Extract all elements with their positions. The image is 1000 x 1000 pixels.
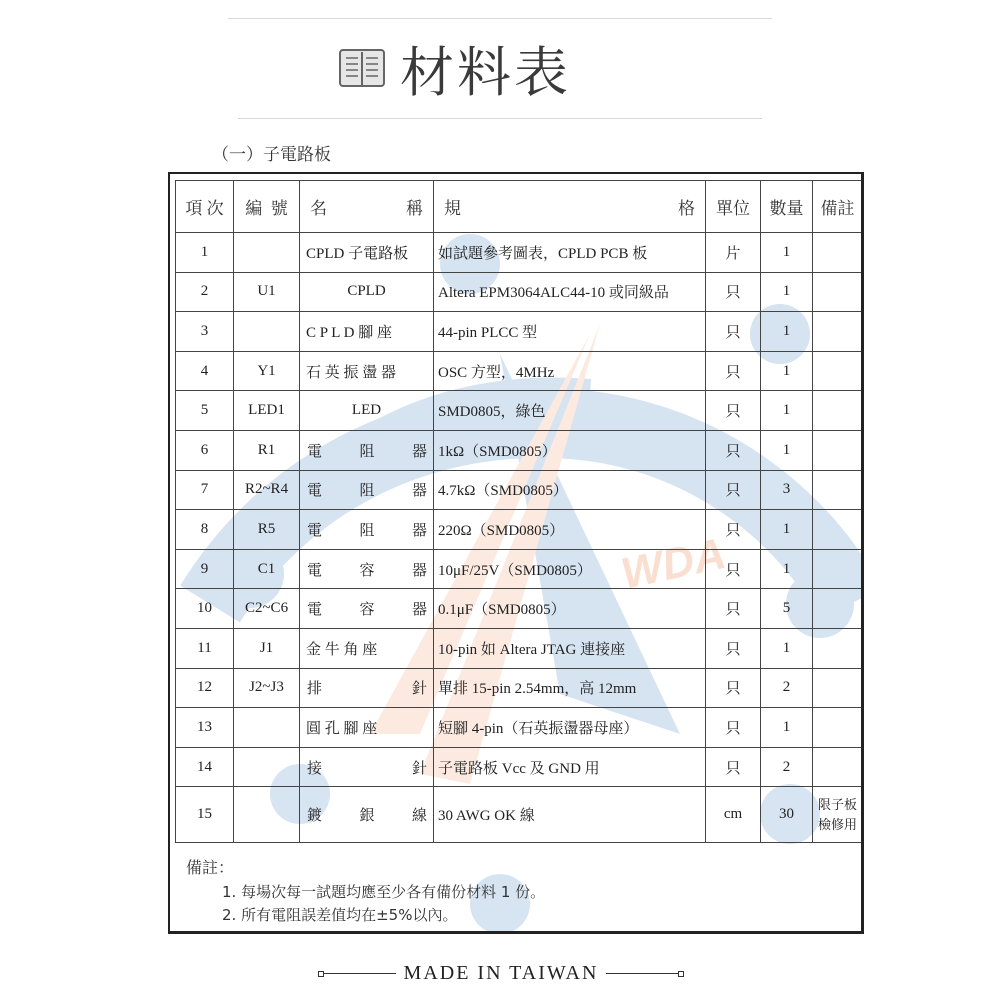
cell-unit: 片 bbox=[706, 233, 761, 273]
cell-code: C2~C6 bbox=[234, 589, 300, 629]
name-char: 容 bbox=[359, 562, 375, 579]
cell-code: J2~J3 bbox=[234, 668, 300, 708]
cell-qty: 1 bbox=[761, 628, 813, 668]
table-row bbox=[176, 708, 863, 748]
name-char: 針 bbox=[411, 760, 427, 777]
table-row bbox=[176, 747, 863, 787]
table-row bbox=[176, 430, 863, 470]
cell-remark bbox=[813, 312, 863, 352]
cell-item: 10 bbox=[176, 589, 234, 629]
table-row bbox=[176, 351, 863, 391]
cell-remark bbox=[813, 549, 863, 589]
cell-spec: 短腳 4-pin（石英振盪器母座） bbox=[434, 708, 706, 748]
cell-spec: OSC 方型，4MHz bbox=[434, 351, 706, 391]
title-block bbox=[338, 32, 571, 104]
table-row bbox=[176, 272, 863, 312]
cell-item: 15 bbox=[176, 787, 234, 843]
name-char: 電 bbox=[307, 602, 323, 619]
cell-remark bbox=[813, 668, 863, 708]
book-icon bbox=[338, 46, 386, 90]
name-char: 鍍 bbox=[307, 808, 323, 825]
cell-name bbox=[300, 430, 434, 470]
cell-spec: 1kΩ（SMD0805） bbox=[434, 430, 706, 470]
cell-remark: 限子板檢修用 bbox=[813, 787, 863, 843]
name-char: 阻 bbox=[359, 443, 375, 460]
cell-item: 2 bbox=[176, 272, 234, 312]
cell-unit: cm bbox=[706, 787, 761, 843]
cell-code bbox=[234, 787, 300, 843]
cell-unit: 只 bbox=[706, 391, 761, 431]
cell-remark bbox=[813, 708, 863, 748]
page-title: 材料表 bbox=[400, 40, 571, 104]
cell-unit: 只 bbox=[706, 747, 761, 787]
cell-name bbox=[300, 747, 434, 787]
header-row bbox=[176, 181, 863, 233]
cell-remark bbox=[813, 747, 863, 787]
name-char: 排 bbox=[307, 681, 323, 698]
cell-name bbox=[300, 470, 434, 510]
cell-qty: 1 bbox=[761, 391, 813, 431]
cell-name bbox=[300, 787, 434, 843]
name-char: 容 bbox=[359, 602, 375, 619]
watermark-text: WDA bbox=[616, 529, 730, 599]
header-code: 編 號 bbox=[234, 181, 300, 233]
cell-unit: 只 bbox=[706, 708, 761, 748]
cell-name: C P L D 腳 座 bbox=[300, 312, 434, 352]
name-char: 接 bbox=[307, 760, 323, 777]
cell-code: C1 bbox=[234, 549, 300, 589]
cell-spec: 10-pin 如 Altera JTAG 連接座 bbox=[434, 628, 706, 668]
cell-qty: 2 bbox=[761, 747, 813, 787]
header-spec: 規 格 bbox=[434, 181, 706, 233]
cell-code bbox=[234, 708, 300, 748]
table-row bbox=[176, 312, 863, 352]
section-title: （一）子電路板 bbox=[212, 145, 331, 164]
cell-name: 石 英 振 盪 器 bbox=[300, 351, 434, 391]
cell-item: 11 bbox=[176, 628, 234, 668]
cell-remark bbox=[813, 351, 863, 391]
title-divider bbox=[238, 118, 762, 119]
cell-code: R5 bbox=[234, 510, 300, 550]
cell-qty: 1 bbox=[761, 510, 813, 550]
note-item-1: 1. 每場次每一試題均應至少各有備份材料 1 份。 bbox=[222, 883, 546, 901]
table-row bbox=[176, 470, 863, 510]
cell-item: 7 bbox=[176, 470, 234, 510]
bom-frame bbox=[168, 172, 864, 934]
cell-name bbox=[300, 668, 434, 708]
cell-unit: 只 bbox=[706, 312, 761, 352]
table-row bbox=[176, 510, 863, 550]
cell-code: R1 bbox=[234, 430, 300, 470]
name-char: 電 bbox=[307, 562, 323, 579]
cell-remark bbox=[813, 272, 863, 312]
cell-qty: 1 bbox=[761, 549, 813, 589]
cell-name: LED bbox=[300, 391, 434, 431]
cell-qty: 2 bbox=[761, 668, 813, 708]
cell-qty: 30 bbox=[761, 787, 813, 843]
name-char: 阻 bbox=[359, 522, 375, 539]
cell-spec: SMD0805，綠色 bbox=[434, 391, 706, 431]
cell-qty: 3 bbox=[761, 470, 813, 510]
footer-text: MADE IN TAIWAN bbox=[403, 962, 599, 984]
cell-unit: 只 bbox=[706, 470, 761, 510]
cell-item: 9 bbox=[176, 549, 234, 589]
cell-code: R2~R4 bbox=[234, 470, 300, 510]
table-row bbox=[176, 549, 863, 589]
table-row bbox=[176, 668, 863, 708]
footer bbox=[318, 962, 684, 985]
cell-qty: 1 bbox=[761, 312, 813, 352]
footer-square-right bbox=[678, 971, 684, 977]
cell-item: 6 bbox=[176, 430, 234, 470]
cell-code: U1 bbox=[234, 272, 300, 312]
name-char: 器 bbox=[411, 522, 427, 539]
cell-item: 8 bbox=[176, 510, 234, 550]
notes-section bbox=[186, 856, 545, 927]
name-char: 阻 bbox=[359, 483, 375, 500]
cell-qty: 1 bbox=[761, 272, 813, 312]
cell-spec: 0.1μF（SMD0805） bbox=[434, 589, 706, 629]
cell-item: 4 bbox=[176, 351, 234, 391]
cell-spec: 30 AWG OK 線 bbox=[434, 787, 706, 843]
cell-code bbox=[234, 747, 300, 787]
cell-remark bbox=[813, 628, 863, 668]
name-char: 電 bbox=[307, 443, 323, 460]
cell-spec: 單排 15-pin 2.54mm，高 12mm bbox=[434, 668, 706, 708]
footer-line-left bbox=[324, 973, 396, 974]
notes-heading: 備註： bbox=[186, 858, 235, 877]
cell-spec: 子電路板 Vcc 及 GND 用 bbox=[434, 747, 706, 787]
cell-remark bbox=[813, 510, 863, 550]
cell-code: LED1 bbox=[234, 391, 300, 431]
cell-qty: 1 bbox=[761, 708, 813, 748]
cell-remark bbox=[813, 470, 863, 510]
cell-item: 5 bbox=[176, 391, 234, 431]
note-item-2: 2. 所有電阻誤差值均在±5%以內。 bbox=[222, 906, 458, 924]
header-item: 項 次 bbox=[176, 181, 234, 233]
table-row bbox=[176, 391, 863, 431]
cell-qty: 1 bbox=[761, 351, 813, 391]
header-qty: 數量 bbox=[761, 181, 813, 233]
cell-code bbox=[234, 312, 300, 352]
cell-spec: 220Ω（SMD0805） bbox=[434, 510, 706, 550]
cell-name: 金 牛 角 座 bbox=[300, 628, 434, 668]
table-row bbox=[176, 787, 863, 843]
top-divider bbox=[228, 18, 772, 19]
cell-unit: 只 bbox=[706, 549, 761, 589]
cell-name: 圓 孔 腳 座 bbox=[300, 708, 434, 748]
name-char: 銀 bbox=[359, 808, 375, 825]
cell-item: 12 bbox=[176, 668, 234, 708]
bom-table bbox=[175, 180, 863, 843]
cell-unit: 只 bbox=[706, 272, 761, 312]
name-char: 電 bbox=[307, 522, 323, 539]
cell-unit: 只 bbox=[706, 589, 761, 629]
table-row bbox=[176, 628, 863, 668]
header-name: 名 稱 bbox=[300, 181, 434, 233]
cell-code: Y1 bbox=[234, 351, 300, 391]
name-char: 針 bbox=[411, 681, 427, 698]
cell-item: 1 bbox=[176, 233, 234, 273]
cell-spec: 10μF/25V（SMD0805） bbox=[434, 549, 706, 589]
table-row bbox=[176, 589, 863, 629]
cell-item: 13 bbox=[176, 708, 234, 748]
cell-qty: 1 bbox=[761, 233, 813, 273]
cell-remark bbox=[813, 391, 863, 431]
table-row bbox=[176, 233, 863, 273]
cell-spec: 如試題參考圖表，CPLD PCB 板 bbox=[434, 233, 706, 273]
header-unit: 單位 bbox=[706, 181, 761, 233]
cell-item: 14 bbox=[176, 747, 234, 787]
name-char: 器 bbox=[411, 443, 427, 460]
cell-qty: 1 bbox=[761, 430, 813, 470]
cell-unit: 只 bbox=[706, 430, 761, 470]
cell-spec: 44-pin PLCC 型 bbox=[434, 312, 706, 352]
cell-name bbox=[300, 589, 434, 629]
cell-unit: 只 bbox=[706, 351, 761, 391]
cell-name bbox=[300, 549, 434, 589]
cell-unit: 只 bbox=[706, 628, 761, 668]
cell-name bbox=[300, 510, 434, 550]
cell-code: J1 bbox=[234, 628, 300, 668]
cell-remark bbox=[813, 589, 863, 629]
cell-spec: Altera EPM3064ALC44-10 或同級品 bbox=[434, 272, 706, 312]
cell-remark bbox=[813, 430, 863, 470]
cell-qty: 5 bbox=[761, 589, 813, 629]
name-char: 電 bbox=[307, 483, 323, 500]
cell-remark bbox=[813, 233, 863, 273]
footer-line-right bbox=[606, 973, 678, 974]
cell-spec: 4.7kΩ（SMD0805） bbox=[434, 470, 706, 510]
cell-unit: 只 bbox=[706, 668, 761, 708]
header-remark: 備註 bbox=[813, 181, 863, 233]
cell-name: CPLD bbox=[300, 272, 434, 312]
cell-item: 3 bbox=[176, 312, 234, 352]
name-char: 器 bbox=[411, 483, 427, 500]
cell-unit: 只 bbox=[706, 510, 761, 550]
cell-name: CPLD 子電路板 bbox=[300, 233, 434, 273]
name-char: 線 bbox=[411, 808, 427, 825]
cell-code bbox=[234, 233, 300, 273]
name-char: 器 bbox=[411, 602, 427, 619]
name-char: 器 bbox=[411, 562, 427, 579]
